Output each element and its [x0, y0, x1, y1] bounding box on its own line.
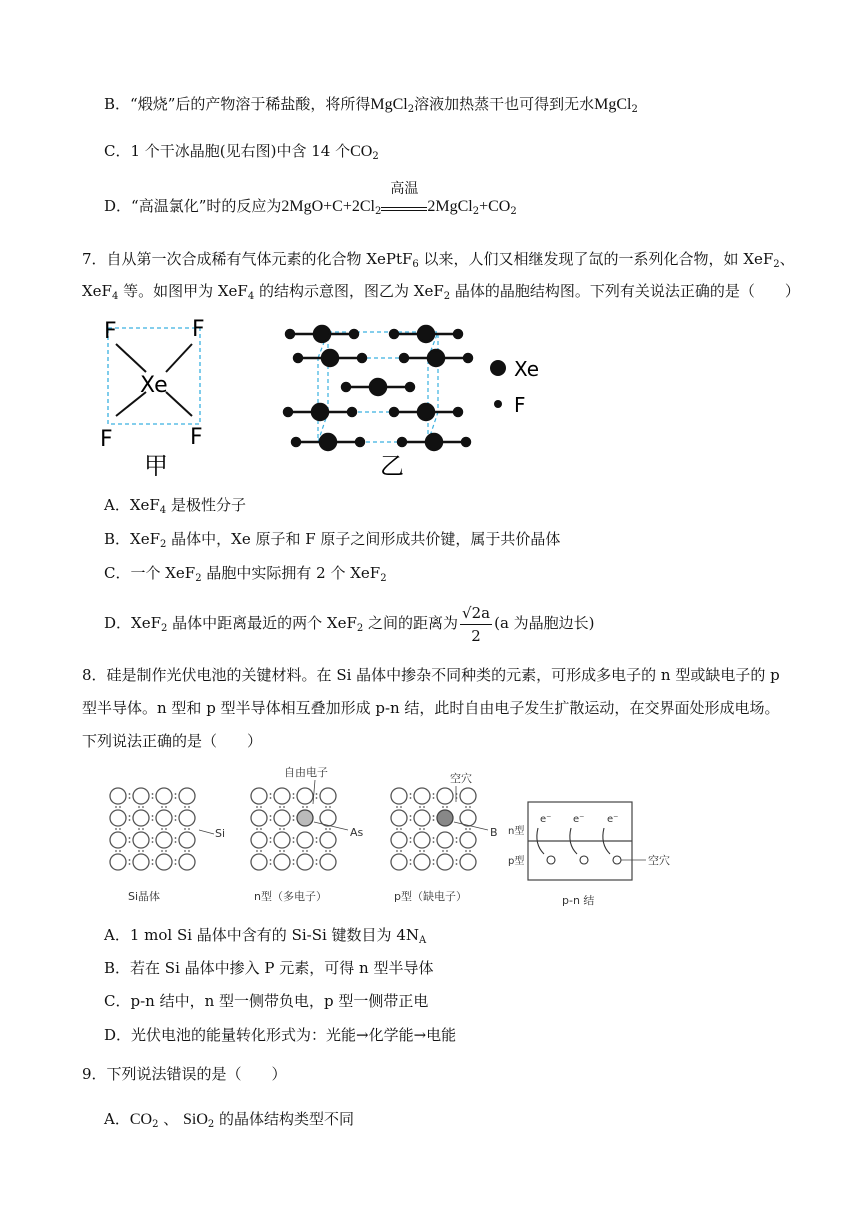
- bond-electron: [316, 793, 318, 795]
- bond-electron: [316, 837, 318, 839]
- legend-xe-label: Xe: [514, 357, 540, 381]
- lattice-atom: [110, 810, 126, 826]
- n-type-caption: n型（多电子）: [254, 890, 327, 903]
- bond-electron: [400, 828, 402, 830]
- electron-label-2: e⁻: [573, 814, 585, 825]
- bond-electron: [283, 850, 285, 852]
- legend-xe-marker: [490, 360, 506, 376]
- electron-label-1: e⁻: [540, 814, 552, 825]
- lattice-atom: [251, 788, 267, 804]
- bond-electron: [325, 828, 327, 830]
- bond-electron: [279, 806, 281, 808]
- bond-electron: [129, 863, 131, 865]
- bond-electron: [129, 841, 131, 843]
- bond-electron: [465, 850, 467, 852]
- lattice-atom: [297, 788, 313, 804]
- lattice-atom: [414, 854, 430, 870]
- lattice-atom: [133, 854, 149, 870]
- atom-f-bottom-left: F: [100, 427, 113, 452]
- lattice-atom: [460, 788, 476, 804]
- lattice-atom: [297, 832, 313, 848]
- bond-electron: [419, 828, 421, 830]
- bond-electron: [410, 793, 412, 795]
- q7-option-c: C．一个 XeF$_2$ 晶胞中实际拥有 2 个 XeF$_2$: [104, 564, 387, 584]
- bond-electron: [316, 859, 318, 861]
- bond-electron: [161, 828, 163, 830]
- bond-electron: [129, 819, 131, 821]
- bond-electron: [329, 850, 331, 852]
- legend-f-marker: [494, 400, 502, 408]
- bond-electron: [119, 806, 121, 808]
- bond-electron: [279, 828, 281, 830]
- bond-electron: [396, 850, 398, 852]
- bond-electron: [175, 863, 177, 865]
- lattice-atom: [133, 832, 149, 848]
- lattice-atom: [460, 832, 476, 848]
- si-crystal-grid: [110, 788, 195, 870]
- bond-electron: [442, 850, 444, 852]
- lattice-atom: [391, 854, 407, 870]
- bond-electron: [152, 837, 154, 839]
- bond-electron: [446, 806, 448, 808]
- bond-electron: [129, 859, 131, 861]
- free-electron-label: 自由电子: [284, 766, 328, 779]
- q7-stem-line1: 7．自从第一次合成稀有气体元素的化合物 XePtF$_6$ 以来，人们又相继发现了氙的一系列化合物，如 XeF$_2$、: [82, 250, 795, 270]
- bond-electron: [142, 828, 144, 830]
- bond-electron: [152, 815, 154, 817]
- q6-option-b: B．“煅烧”后的产物溶于稀盐酸，将所得MgCl$_2$溶液加热蒸干也可得到无水MgCl$_2$: [104, 95, 638, 115]
- bond-electron: [270, 841, 272, 843]
- bond-electron: [184, 828, 186, 830]
- bond-electron: [152, 859, 154, 861]
- bond-electron: [188, 850, 190, 852]
- q9-stem: 9．下列说法错误的是（ ）: [82, 1065, 287, 1083]
- bond-electron: [465, 828, 467, 830]
- bond-electron: [142, 806, 144, 808]
- bond-electron: [293, 841, 295, 843]
- lattice-atom: [274, 854, 290, 870]
- lattice-atom: [156, 832, 172, 848]
- bond-electron: [175, 793, 177, 795]
- bond-electron: [270, 815, 272, 817]
- semiconductor-figure: [104, 764, 684, 914]
- bond-electron: [161, 806, 163, 808]
- bond-electron: [142, 850, 144, 852]
- q9-option-a: A．$CO_2$ 、 SiO$_2$ 的晶体结构类型不同: [104, 1110, 355, 1130]
- bond-electron: [152, 793, 154, 795]
- bond-electron: [279, 850, 281, 852]
- lattice-atom: [179, 810, 195, 826]
- bond-electron: [175, 859, 177, 861]
- bond-electron: [165, 828, 167, 830]
- xef4-structure-figure: [96, 316, 216, 476]
- atom-xe-center: Xe: [140, 373, 168, 398]
- bond-electron: [260, 806, 262, 808]
- lattice-atom: [320, 854, 336, 870]
- q7-stem-line2: XeF$_4$ 等。如图甲为 XeF$_4$ 的结构示意图，图乙为 XeF$_2$ 晶体的晶胞结构图。下列有关说法正确的是（ ）: [82, 282, 800, 302]
- bond-electron: [423, 806, 425, 808]
- b-atom: [437, 810, 453, 826]
- bond-electron: [410, 797, 412, 799]
- lattice-atom: [391, 832, 407, 848]
- si-caption: Si晶体: [128, 890, 161, 903]
- bond-electron: [293, 819, 295, 821]
- bond-electron: [129, 837, 131, 839]
- bond-electron: [165, 850, 167, 852]
- lattice-atom: [437, 832, 453, 848]
- bond-electron: [410, 819, 412, 821]
- bond-electron: [184, 850, 186, 852]
- bond-electron: [115, 850, 117, 852]
- q7-option-a: A．XeF$_4$ 是极性分子: [104, 496, 246, 516]
- bond-electron: [469, 806, 471, 808]
- p-type-side-label: p型: [508, 856, 525, 867]
- xef2-unit-cell-figure: [280, 320, 560, 478]
- bond-electron: [175, 815, 177, 817]
- pn-caption: p-n 结: [562, 894, 595, 907]
- lattice-atom: [133, 788, 149, 804]
- lattice-atom: [156, 788, 172, 804]
- bond-electron: [270, 793, 272, 795]
- atom-f-top-right: F: [192, 317, 205, 342]
- atom-f-bottom-right: F: [190, 425, 203, 450]
- bond-electron: [469, 850, 471, 852]
- bond-electron: [270, 837, 272, 839]
- distance-fraction: $\frac{√2a}{2}$: [462, 603, 491, 645]
- bond-electron: [115, 806, 117, 808]
- lattice-atom: [110, 832, 126, 848]
- electron-label-3: e⁻: [607, 814, 619, 825]
- lattice-atom: [414, 810, 430, 826]
- n-type-grid: [251, 788, 336, 870]
- lattice-atom: [156, 810, 172, 826]
- lattice-atom: [320, 788, 336, 804]
- bond-electron: [165, 806, 167, 808]
- bond-electron: [115, 828, 117, 830]
- bond-electron: [138, 828, 140, 830]
- lattice-atom: [156, 854, 172, 870]
- legend-f-label: F: [514, 393, 526, 417]
- bond-electron: [260, 828, 262, 830]
- bond-electron: [400, 850, 402, 852]
- bond-electron: [175, 819, 177, 821]
- q8-stem-line3: 下列说法正确的是（ ）: [82, 732, 263, 750]
- bond-electron: [419, 806, 421, 808]
- q8-stem-line1: 8．硅是制作光伏电池的关键材料。在 Si 晶体中掺杂不同种类的元素，可形成多电子的 n 型或缺电子的 p: [82, 666, 780, 684]
- bond-electron: [456, 859, 458, 861]
- bond-electron: [260, 850, 262, 852]
- n-type-side-label: n型: [508, 826, 525, 837]
- lattice-atom: [391, 788, 407, 804]
- atom-f-top-left: F: [104, 319, 117, 344]
- bond-electron: [410, 837, 412, 839]
- bond-electron: [175, 797, 177, 799]
- lattice-atom: [133, 810, 149, 826]
- lattice-atom: [297, 854, 313, 870]
- lattice-atom: [460, 854, 476, 870]
- bond-electron: [293, 863, 295, 865]
- lattice-atom: [414, 832, 430, 848]
- hole-label-2: 空穴: [648, 854, 670, 867]
- bond-electron: [433, 797, 435, 799]
- bond-electron: [293, 797, 295, 799]
- lattice-atom: [274, 810, 290, 826]
- bond-electron: [129, 793, 131, 795]
- b-label: B: [490, 826, 498, 839]
- q6-option-c: C．1 个干冰晶胞(见右图)中含 14 个$CO_2$: [104, 142, 379, 162]
- bond-electron: [152, 819, 154, 821]
- bond-electron: [138, 850, 140, 852]
- bond-electron: [152, 863, 154, 865]
- lattice-atom: [110, 788, 126, 804]
- lattice-atom: [437, 854, 453, 870]
- bond-electron: [188, 806, 190, 808]
- bond-electron: [465, 806, 467, 808]
- bond-electron: [256, 806, 258, 808]
- bond-electron: [456, 841, 458, 843]
- bond-electron: [184, 806, 186, 808]
- lattice-atom: [179, 854, 195, 870]
- bond-electron: [433, 863, 435, 865]
- bond-electron: [270, 797, 272, 799]
- bond-electron: [419, 850, 421, 852]
- bond-electron: [410, 863, 412, 865]
- bond-electron: [293, 859, 295, 861]
- bond-electron: [188, 828, 190, 830]
- bond-electron: [410, 815, 412, 817]
- as-atom: [297, 810, 313, 826]
- bond-electron: [119, 850, 121, 852]
- q8-option-a: A．1 mol Si 晶体中含有的 Si-Si 键数目为 $4N_A$: [104, 926, 427, 946]
- bond-electron: [161, 850, 163, 852]
- bond-electron: [446, 850, 448, 852]
- bond-electron: [138, 806, 140, 808]
- as-label: As: [350, 826, 364, 839]
- bond-electron: [302, 806, 304, 808]
- reaction-condition-arrow: 高温: [381, 197, 427, 211]
- bond-electron: [433, 815, 435, 817]
- bond-electron: [175, 837, 177, 839]
- bond-electron: [442, 806, 444, 808]
- q8-option-c: C．p-n 结中，n 型一侧带负电，p 型一侧带正电: [104, 992, 429, 1010]
- p-type-grid: [391, 788, 476, 870]
- hole-label: 空穴: [450, 772, 472, 785]
- lattice-atom: [414, 788, 430, 804]
- bond-electron: [119, 828, 121, 830]
- lattice-atom: [110, 854, 126, 870]
- bond-electron: [256, 850, 258, 852]
- bond-electron: [316, 863, 318, 865]
- bond-electron: [410, 859, 412, 861]
- bond-electron: [256, 828, 258, 830]
- bond-electron: [270, 863, 272, 865]
- bond-electron: [456, 837, 458, 839]
- bond-electron: [283, 828, 285, 830]
- bond-electron: [433, 793, 435, 795]
- lattice-atom: [437, 788, 453, 804]
- lattice-atom: [274, 788, 290, 804]
- bond-electron: [423, 850, 425, 852]
- bond-electron: [329, 806, 331, 808]
- bond-electron: [456, 863, 458, 865]
- bond-electron: [293, 793, 295, 795]
- bond-electron: [396, 828, 398, 830]
- bond-electron: [152, 797, 154, 799]
- lattice-atom: [274, 832, 290, 848]
- lattice-atom: [251, 854, 267, 870]
- bond-electron: [302, 850, 304, 852]
- bond-electron: [433, 859, 435, 861]
- bond-electron: [129, 815, 131, 817]
- si-label: Si: [215, 827, 226, 840]
- q8-option-b: B．若在 Si 晶体中掺入 P 元素，可得 n 型半导体: [104, 959, 434, 977]
- bond-electron: [129, 797, 131, 799]
- bond-electron: [152, 841, 154, 843]
- bond-electron: [410, 841, 412, 843]
- bond-electron: [433, 819, 435, 821]
- bond-electron: [396, 806, 398, 808]
- q8-stem-line2: 型半导体。n 型和 p 型半导体相互叠加形成 p-n 结，此时自由电子发生扩散运动，在交界面处形成电场。: [82, 699, 780, 717]
- figure-caption-yi: 乙: [380, 452, 404, 478]
- q7-option-d: D．XeF$_2$ 晶体中距离最近的两个 XeF$_2$ 之间的距离为 $\frac{√2a}{2}$ (a 为晶胞边长): [104, 603, 595, 645]
- bond-electron: [175, 841, 177, 843]
- q7-option-b: B．XeF$_2$ 晶体中，Xe 原子和 F 原子之间形成共价键，属于共价晶体: [104, 530, 561, 550]
- lattice-atom: [391, 810, 407, 826]
- bond-electron: [270, 819, 272, 821]
- bond-electron: [423, 828, 425, 830]
- bond-electron: [400, 806, 402, 808]
- bond-electron: [283, 806, 285, 808]
- bond-electron: [293, 837, 295, 839]
- bond-electron: [316, 841, 318, 843]
- bond-electron: [270, 859, 272, 861]
- lattice-atom: [179, 832, 195, 848]
- bond-electron: [325, 806, 327, 808]
- lattice-atom: [251, 832, 267, 848]
- lattice-atom: [320, 832, 336, 848]
- bond-electron: [469, 828, 471, 830]
- lattice-atom: [251, 810, 267, 826]
- bond-electron: [325, 850, 327, 852]
- lattice-atom: [179, 788, 195, 804]
- bond-electron: [293, 815, 295, 817]
- bond-electron: [306, 806, 308, 808]
- p-type-caption: p型（缺电子）: [394, 890, 467, 903]
- figure-caption-jia: 甲: [144, 452, 168, 476]
- bond-electron: [433, 837, 435, 839]
- bond-electron: [306, 850, 308, 852]
- bond-electron: [329, 828, 331, 830]
- bond-electron: [316, 797, 318, 799]
- q8-option-d: D．光伏电池的能量转化形式为：光能→化学能→电能: [104, 1026, 457, 1044]
- q6-option-d: D．“高温氯化”时的反应为$2MgO+C+2Cl_2$ 高温 $2MgCl_2+CO_2$: [104, 181, 517, 217]
- bond-electron: [433, 841, 435, 843]
